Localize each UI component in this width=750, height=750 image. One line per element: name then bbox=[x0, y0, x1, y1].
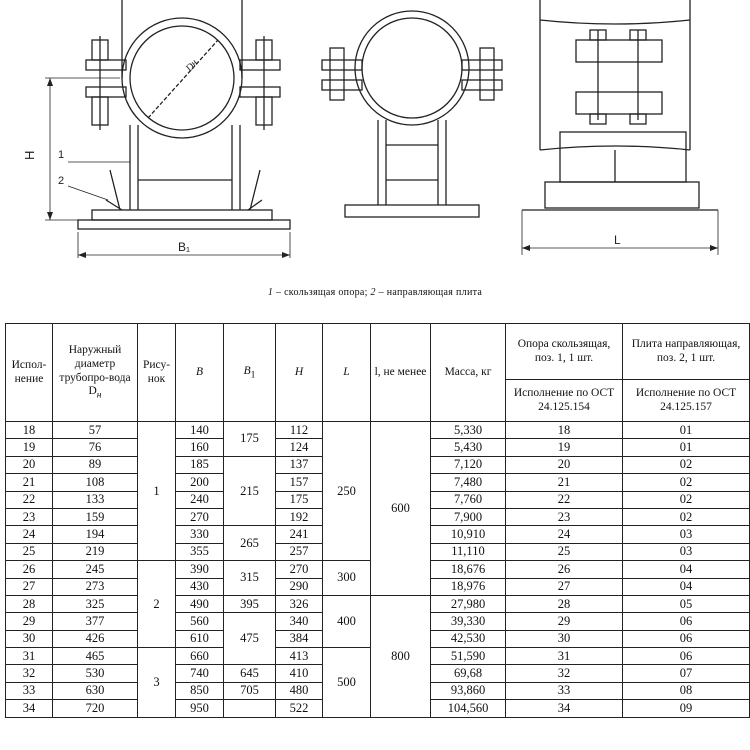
label-dn: Dн bbox=[183, 57, 201, 74]
cell-diameter: 530 bbox=[53, 665, 138, 682]
cell-h: 192 bbox=[276, 508, 323, 525]
cell-b: 330 bbox=[176, 526, 224, 543]
header-plita-ost: Исполнение по ОСТ 24.125.157 bbox=[623, 380, 750, 422]
cell-b1 bbox=[224, 700, 276, 717]
cell-plita: 05 bbox=[623, 595, 750, 612]
cell-b: 490 bbox=[176, 595, 224, 612]
cell-massa: 27,980 bbox=[431, 595, 506, 612]
cell-opora: 31 bbox=[506, 648, 623, 665]
cell-plita: 04 bbox=[623, 561, 750, 578]
cell-h: 137 bbox=[276, 456, 323, 473]
cell-opora: 29 bbox=[506, 613, 623, 630]
cell-massa: 11,110 bbox=[431, 543, 506, 560]
cell-opora: 21 bbox=[506, 474, 623, 491]
cell-massa: 104,560 bbox=[431, 700, 506, 717]
cell-massa: 18,976 bbox=[431, 578, 506, 595]
cell-diameter: 219 bbox=[53, 543, 138, 560]
cell-opora: 19 bbox=[506, 439, 623, 456]
cell-b: 270 bbox=[176, 508, 224, 525]
cell-opora: 26 bbox=[506, 561, 623, 578]
cell-diameter: 245 bbox=[53, 561, 138, 578]
label-h: H bbox=[22, 150, 37, 160]
cell-b1: 645 bbox=[224, 665, 276, 682]
cell-b: 185 bbox=[176, 456, 224, 473]
cell-l-min: 800 bbox=[371, 595, 431, 717]
cell-b1: 175 bbox=[224, 422, 276, 457]
cell-opora: 32 bbox=[506, 665, 623, 682]
cell-massa: 5,330 bbox=[431, 422, 506, 439]
cell-b: 430 bbox=[176, 578, 224, 595]
cell-b1: 705 bbox=[224, 682, 276, 699]
cell-h: 410 bbox=[276, 665, 323, 682]
cell-h: 175 bbox=[276, 491, 323, 508]
cell-diameter: 325 bbox=[53, 595, 138, 612]
cell-b1: 215 bbox=[224, 456, 276, 526]
cell-massa: 69,68 bbox=[431, 665, 506, 682]
cell-b1: 475 bbox=[224, 613, 276, 665]
cell-b: 740 bbox=[176, 665, 224, 682]
cell-h: 241 bbox=[276, 526, 323, 543]
header-massa: Масса, кг bbox=[431, 324, 506, 422]
cell-h: 257 bbox=[276, 543, 323, 560]
cell-diameter: 630 bbox=[53, 682, 138, 699]
cell-b: 660 bbox=[176, 648, 224, 665]
header-ispolnenie: Испол-нение bbox=[6, 324, 53, 422]
header-b: B bbox=[176, 324, 224, 422]
caption-text-2: – направляющая плита bbox=[375, 287, 483, 298]
header-l-min: l, не менее bbox=[371, 324, 431, 422]
cell-plita: 03 bbox=[623, 543, 750, 560]
front-view-plain bbox=[322, 11, 502, 217]
side-view bbox=[522, 0, 718, 255]
cell-isp: 30 bbox=[6, 630, 53, 647]
header-h: H bbox=[276, 324, 323, 422]
cell-opora: 18 bbox=[506, 422, 623, 439]
cell-h: 413 bbox=[276, 648, 323, 665]
cell-h: 157 bbox=[276, 474, 323, 491]
cell-plita: 03 bbox=[623, 526, 750, 543]
cell-l-min: 600 bbox=[371, 422, 431, 596]
technical-drawing bbox=[0, 0, 750, 285]
cell-isp: 25 bbox=[6, 543, 53, 560]
cell-opora: 20 bbox=[506, 456, 623, 473]
cell-diameter: 89 bbox=[53, 456, 138, 473]
caption-num-1: 1 bbox=[267, 287, 274, 298]
cell-diameter: 108 bbox=[53, 474, 138, 491]
cell-opora: 25 bbox=[506, 543, 623, 560]
cell-risunok: 1 bbox=[138, 422, 176, 561]
cell-h: 384 bbox=[276, 630, 323, 647]
caption-text-1: – скользящая опора; bbox=[273, 287, 371, 298]
cell-plita: 06 bbox=[623, 648, 750, 665]
cell-plita: 01 bbox=[623, 422, 750, 439]
cell-b: 160 bbox=[176, 439, 224, 456]
cell-isp: 19 bbox=[6, 439, 53, 456]
cell-plita: 06 bbox=[623, 630, 750, 647]
cell-opora: 24 bbox=[506, 526, 623, 543]
cell-h: 270 bbox=[276, 561, 323, 578]
cell-diameter: 377 bbox=[53, 613, 138, 630]
header-opora-ost: Исполнение по ОСТ 24.125.154 bbox=[506, 380, 623, 422]
cell-opora: 27 bbox=[506, 578, 623, 595]
header-plita: Плита направляющая, поз. 2, 1 шт. bbox=[623, 324, 750, 380]
cell-diameter: 465 bbox=[53, 648, 138, 665]
cell-diameter: 273 bbox=[53, 578, 138, 595]
cell-plita: 02 bbox=[623, 508, 750, 525]
table-row bbox=[6, 422, 750, 439]
cell-massa: 5,430 bbox=[431, 439, 506, 456]
cell-h: 340 bbox=[276, 613, 323, 630]
cell-isp: 28 bbox=[6, 595, 53, 612]
header-risunok: Рису-нок bbox=[138, 324, 176, 422]
cell-massa: 10,910 bbox=[431, 526, 506, 543]
cell-diameter: 194 bbox=[53, 526, 138, 543]
cell-isp: 31 bbox=[6, 648, 53, 665]
cell-opora: 23 bbox=[506, 508, 623, 525]
cell-isp: 18 bbox=[6, 422, 53, 439]
cell-b1: 265 bbox=[224, 526, 276, 561]
cell-isp: 22 bbox=[6, 491, 53, 508]
cell-isp: 29 bbox=[6, 613, 53, 630]
cell-massa: 51,590 bbox=[431, 648, 506, 665]
cell-opora: 33 bbox=[506, 682, 623, 699]
cell-plita: 02 bbox=[623, 456, 750, 473]
cell-h: 326 bbox=[276, 595, 323, 612]
header-l: L bbox=[323, 324, 371, 422]
cell-l: 500 bbox=[323, 648, 371, 718]
cell-plita: 08 bbox=[623, 682, 750, 699]
cell-diameter: 57 bbox=[53, 422, 138, 439]
caption-num-2: 2 bbox=[370, 287, 376, 298]
table-row bbox=[6, 595, 750, 612]
cell-isp: 24 bbox=[6, 526, 53, 543]
cell-h: 290 bbox=[276, 578, 323, 595]
cell-plita: 09 bbox=[623, 700, 750, 717]
cell-diameter: 133 bbox=[53, 491, 138, 508]
cell-plita: 06 bbox=[623, 613, 750, 630]
cell-diameter: 426 bbox=[53, 630, 138, 647]
cell-l: 250 bbox=[323, 422, 371, 561]
cell-isp: 34 bbox=[6, 700, 53, 717]
cell-b: 200 bbox=[176, 474, 224, 491]
header-b1: $B_1$ bbox=[224, 324, 276, 422]
cell-l: 300 bbox=[323, 561, 371, 596]
specification-table bbox=[5, 323, 750, 718]
cell-isp: 33 bbox=[6, 682, 53, 699]
cell-isp: 20 bbox=[6, 456, 53, 473]
cell-plita: 04 bbox=[623, 578, 750, 595]
cell-plita: 02 bbox=[623, 491, 750, 508]
cell-diameter: 76 bbox=[53, 439, 138, 456]
cell-b: 560 bbox=[176, 613, 224, 630]
cell-b: 950 bbox=[176, 700, 224, 717]
cell-isp: 32 bbox=[6, 665, 53, 682]
cell-isp: 26 bbox=[6, 561, 53, 578]
cell-b: 140 bbox=[176, 422, 224, 439]
cell-plita: 07 bbox=[623, 665, 750, 682]
cell-massa: 93,860 bbox=[431, 682, 506, 699]
cell-b: 610 bbox=[176, 630, 224, 647]
cell-opora: 28 bbox=[506, 595, 623, 612]
cell-massa: 39,330 bbox=[431, 613, 506, 630]
figure-caption bbox=[0, 287, 750, 298]
label-callout-1: 1 bbox=[58, 149, 65, 161]
cell-massa: 7,120 bbox=[431, 456, 506, 473]
cell-h: 480 bbox=[276, 682, 323, 699]
label-b1: B₁ bbox=[178, 240, 191, 254]
cell-plita: 01 bbox=[623, 439, 750, 456]
cell-massa: 7,480 bbox=[431, 474, 506, 491]
cell-l: 400 bbox=[323, 595, 371, 647]
cell-massa: 7,900 bbox=[431, 508, 506, 525]
cell-risunok: 2 bbox=[138, 561, 176, 648]
cell-b1: 315 bbox=[224, 561, 276, 596]
cell-diameter: 720 bbox=[53, 700, 138, 717]
cell-opora: 22 bbox=[506, 491, 623, 508]
cell-massa: 7,760 bbox=[431, 491, 506, 508]
cell-b: 355 bbox=[176, 543, 224, 560]
cell-massa: 18,676 bbox=[431, 561, 506, 578]
cell-isp: 23 bbox=[6, 508, 53, 525]
cell-risunok: 3 bbox=[138, 648, 176, 718]
cell-b: 390 bbox=[176, 561, 224, 578]
cell-b: 850 bbox=[176, 682, 224, 699]
front-view-with-dimensions bbox=[45, 0, 290, 258]
cell-isp: 21 bbox=[6, 474, 53, 491]
cell-h: 112 bbox=[276, 422, 323, 439]
label-callout-2: 2 bbox=[58, 175, 65, 187]
header-opora: Опора скользящая, поз. 1, 1 шт. bbox=[506, 324, 623, 380]
cell-h: 124 bbox=[276, 439, 323, 456]
cell-plita: 02 bbox=[623, 474, 750, 491]
cell-opora: 34 bbox=[506, 700, 623, 717]
cell-opora: 30 bbox=[506, 630, 623, 647]
cell-b: 240 bbox=[176, 491, 224, 508]
cell-b1: 395 bbox=[224, 595, 276, 612]
cell-massa: 42,530 bbox=[431, 630, 506, 647]
cell-diameter: 159 bbox=[53, 508, 138, 525]
cell-isp: 27 bbox=[6, 578, 53, 595]
label-l: L bbox=[614, 233, 621, 247]
cell-h: 522 bbox=[276, 700, 323, 717]
header-diameter: Наружный диаметр трубопро-вода $D_н$ bbox=[53, 324, 138, 422]
